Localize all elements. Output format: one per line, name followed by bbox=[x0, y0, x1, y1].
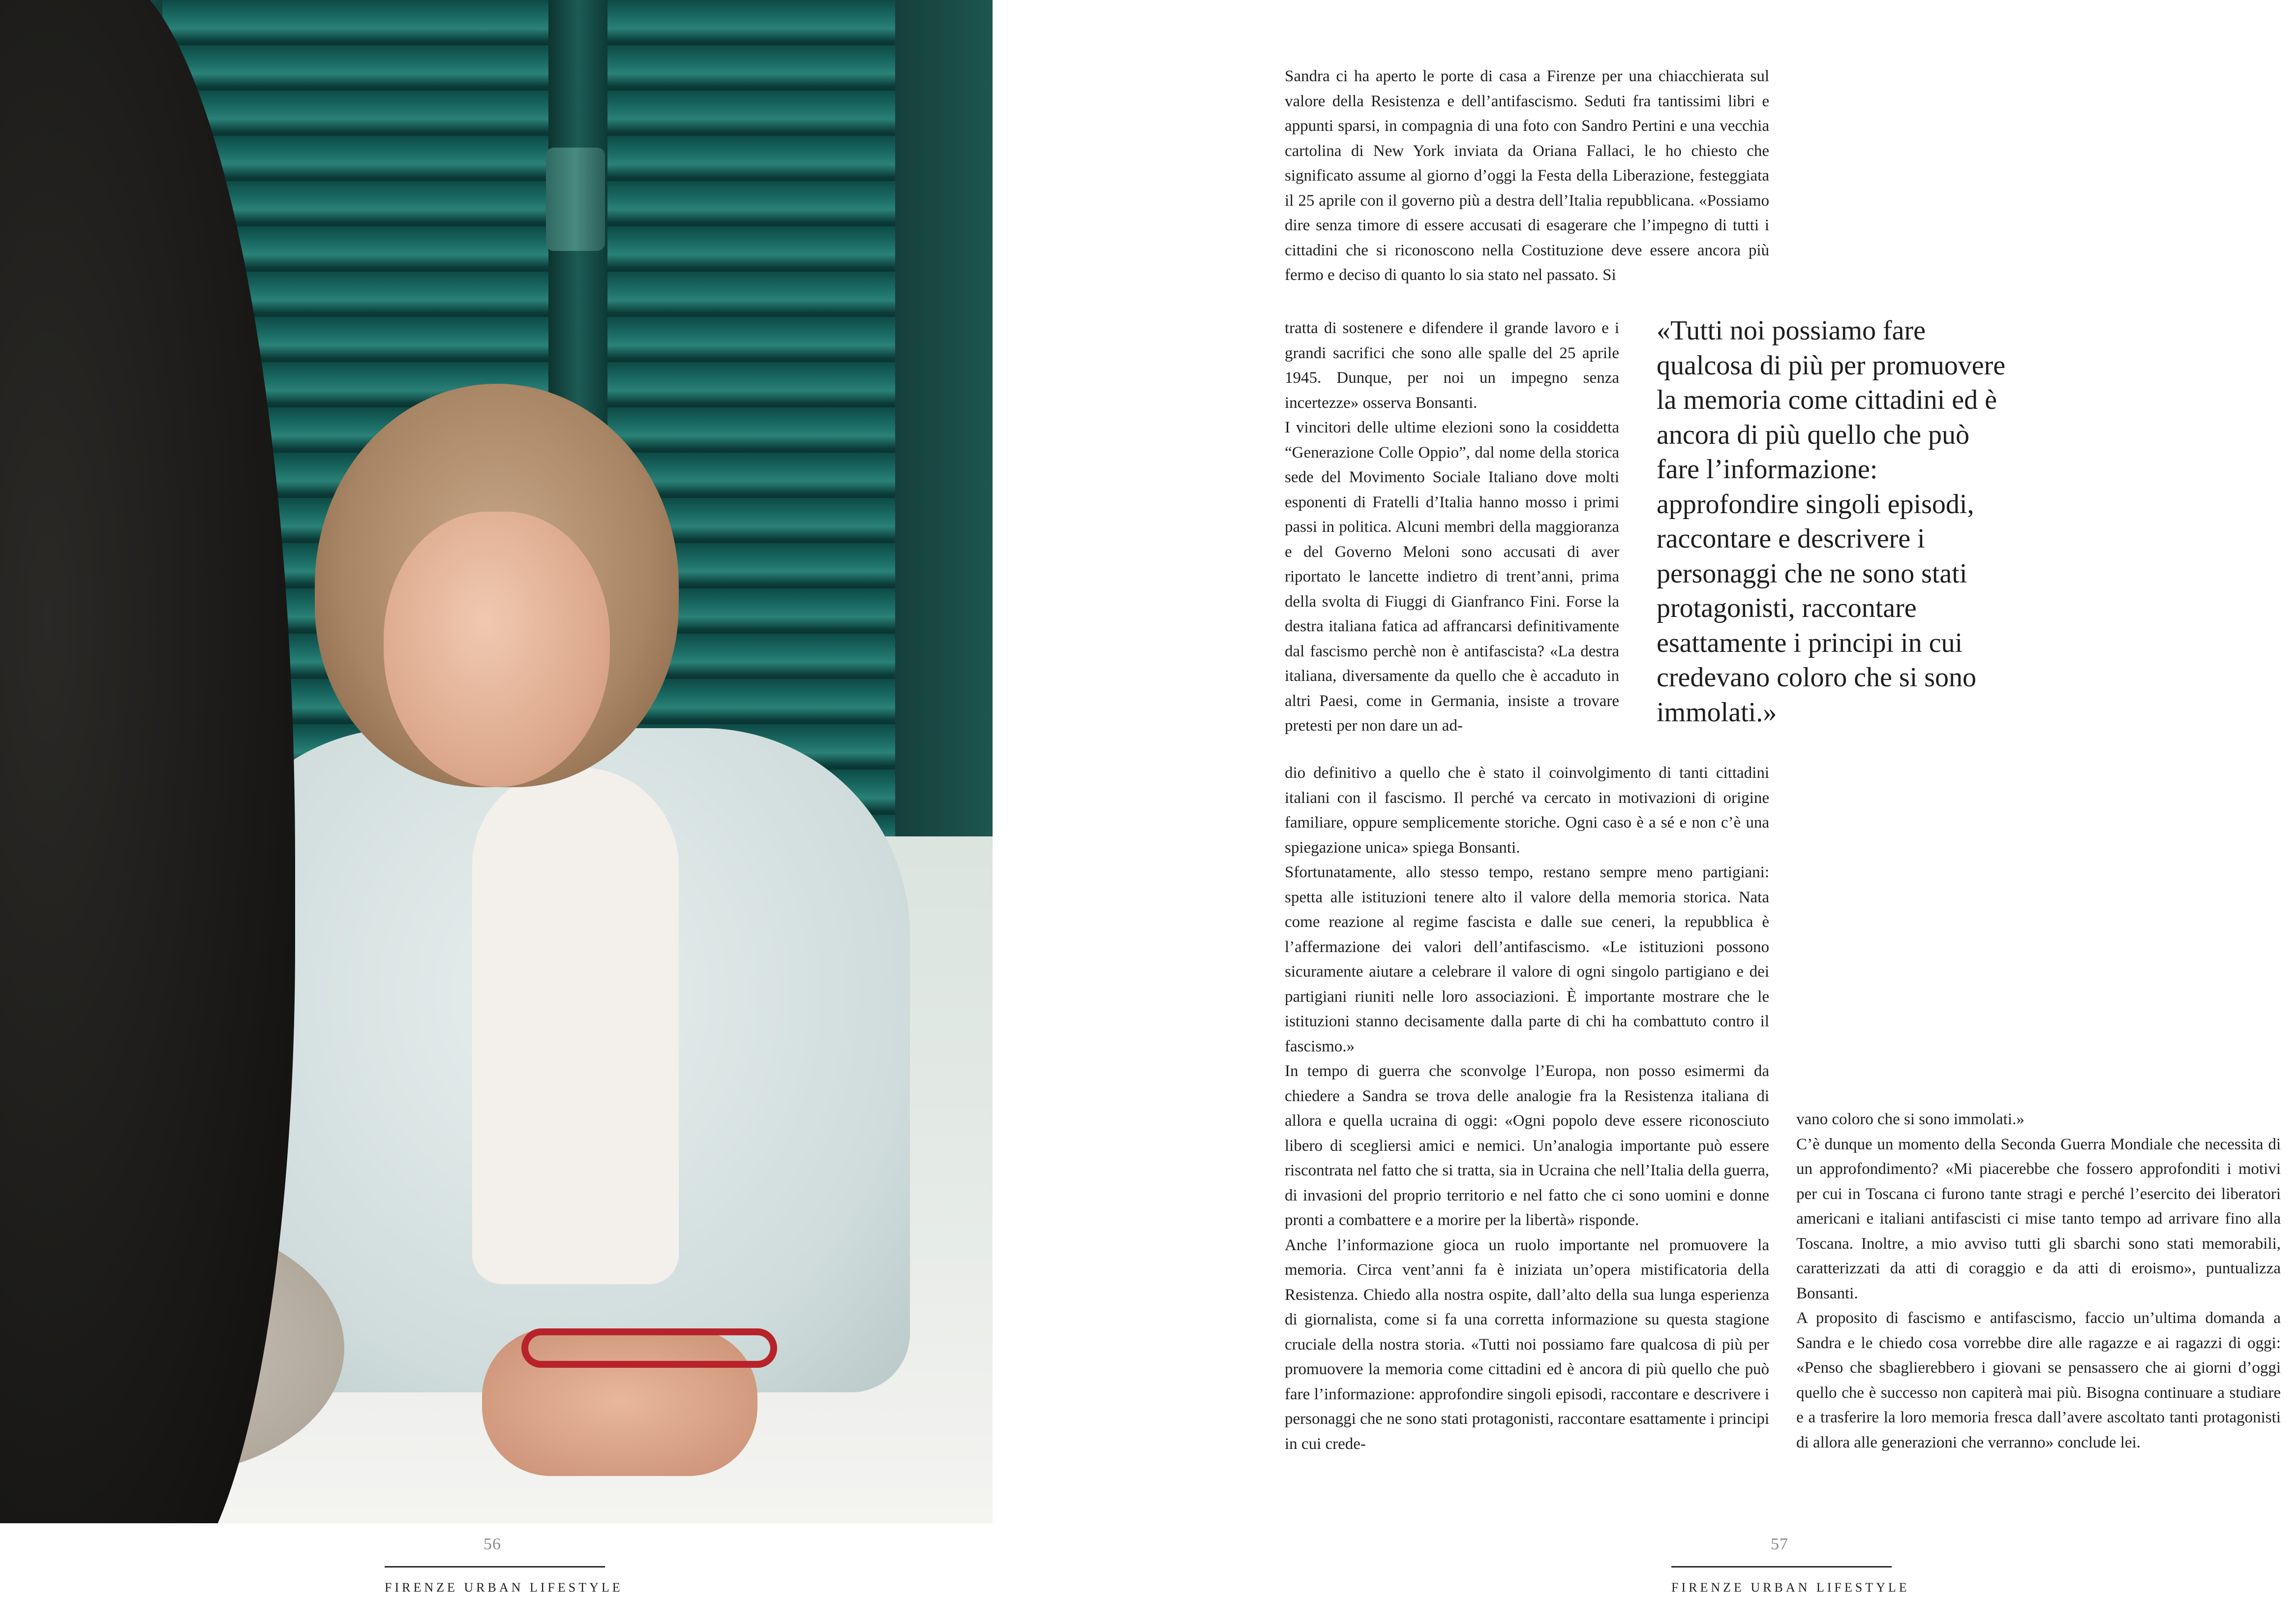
paragraph: vano coloro che si sono immolati.» bbox=[1796, 1110, 2024, 1128]
paragraph: Sfortunatamente, allo stesso tempo, restano sempre meno partigiani: spetta alle istituzioni tenere alto il valore della memoria storica. Nata come reazione al regime fascista e dalle sue ceneri, la repubblica è l’affermazione dei valori dell’antifascismo. «Le istituzioni possono sicuramente aiutare a celebrare il valore di ogni singolo partigiano e dei partigiani riuniti nelle loro associazioni. È importante mostrare che le istituzioni stanno decisamente dalla parte di chi ha combattuto contro il fascismo.» bbox=[1285, 863, 1769, 1055]
footer-brand-left: FIRENZE URBAN LIFESTYLE bbox=[385, 1580, 623, 1595]
footer-brand-right: FIRENZE URBAN LIFESTYLE bbox=[1671, 1580, 1910, 1595]
footer-rule-left bbox=[385, 1566, 605, 1568]
article-column-2 bbox=[1796, 1107, 2281, 1455]
smiling-face bbox=[384, 512, 610, 787]
pull-quote: «Tutti noi possiamo fare qualcosa di più per promuovere la memoria come cittadini ed è ancora di più quello che può fare l’informazione: approfondire singoli episodi, raccontare e descrivere i personaggi che ne sono stati protagonisti, raccontare esattamente i principi in cui credevano coloro che si sono immolati.» bbox=[1657, 315, 2006, 728]
paragraph: tratta di sostenere e difendere il grande lavoro e i grandi sacrifici che sono alle spalle del 25 aprile 1945. Dunque, per noi un impegno senza incertezze» osserva Bonsanti. bbox=[1285, 319, 1619, 412]
page-number-right: 57 bbox=[1771, 1535, 1788, 1553]
red-glasses bbox=[521, 1328, 777, 1368]
article-column-1-top bbox=[1285, 64, 1769, 288]
paragraph: Sandra ci ha aperto le porte di casa a Firenze per una chiacchierata sul valore della Resistenza e dell’antifascismo. Seduti fra tantissimi libri e appunti sparsi, in compagnia di una foto con Sandro Pertini e una vecchia cartolina di New York inviata da Oriana Fallaci, le ho chiesto che significato assume al giorno d’oggi la Festa della Liberazione, festeggiata il 25 aprile con il governo più a destra dell’Italia repubblicana. «Possiamo dire senza timore di essere accusati di esagerare che l’impegno di tutti i cittadini che si riconoscono nella Costituzione deve essere ancora più fermo e deciso di quanto lo sia stato nel passato. Si bbox=[1285, 67, 1769, 284]
paragraph: dio definitivo a quello che è stato il coinvolgimento di tanti cittadini italiani con il fascismo. Il perché va cercato in motivazioni di origine familiare, oppure semplicemente storiche. Ogni caso è a sé e non c’è una spiegazione unica» spiega Bonsanti. bbox=[1285, 764, 1769, 857]
portrait-photo bbox=[0, 0, 993, 1523]
paragraph: C’è dunque un momento della Seconda Guerra Mondiale che necessita di un approfondimento? «Mi piacerebbe che fossero approfonditi i motivi per cui in Toscana ci furono tante stragi e perché l’esercito dei liberatori americani e italiani antifascisti ci mise tanto tempo ad arrivare fino alla Toscana. Inoltre, a mio avviso tutti gli sbarchi sono stati memorabili, caratterizzati da atti di coraggio e da atti di eroismo», puntualizza Bonsanti. bbox=[1796, 1135, 2281, 1302]
page-number-left: 56 bbox=[483, 1535, 501, 1553]
paragraph: Anche l’informazione gioca un ruolo importante nel promuovere la memoria. Circa vent’anni fa è iniziata un’opera mistificatoria della Resistenza. Chiedo alla nostra ospite, dall’alto della sua lunga esperienza di giornalista, come si fa una corretta informazione su questa stagione cruciale della nostra storia. «Tutti noi possiamo fare qualcosa di più per promuovere la memoria come cittadini ed è ancora di più quello che può fare l’informazione: approfondire singoli episodi, raccontare e descrivere i personaggi che ne sono stati protagonisti, raccontare esattamente i principi in cui crede- bbox=[1285, 1236, 1769, 1453]
footer-rule-right bbox=[1671, 1566, 1892, 1568]
shutter-hinge bbox=[546, 148, 605, 251]
paragraph: In tempo di guerra che sconvolge l’Europa, non posso esimermi da chiedere a Sandra se trova delle analogie fra la Resistenza italiana di allora e quella ucraina di oggi: «Ogni popolo deve essere riconosciuto libero di scegliersi amici e nemici. Un’analogia importante può essere riscontrata nel fatto che si tratta, sia in Ucraina che nell’Italia della guerra, di invasioni del proprio territorio e nel fatto che ci sono uomini e donne pronti a combattere e a morire per la libertà» risponde. bbox=[1285, 1062, 1769, 1229]
article-column-1-narrow bbox=[1285, 316, 1619, 738]
paragraph: I vincitori delle ultime elezioni sono la cosiddetta “Generazione Colle Oppio”, dal nome della storica sede del Movimento Sociale Italiano dove molti esponenti di Fratelli d’Italia hanno mosso i primi passi in politica. Alcuni membri della maggioranza e del Governo Meloni sono accusati di aver riportato le lancette indietro di trent’anni, prima della svolta di Fiuggi di Gianfranco Fini. Forse la destra italiana fatica ad affrancarsi definitivamente dal fascismo perchè non è antifascista? «La destra italiana, diversamente da quello che è accaduto in altri Paesi, come in Germania, insiste a trovare pretesti per non dare un ad- bbox=[1285, 419, 1619, 735]
white-shirt bbox=[472, 768, 679, 1284]
article-column-1-bottom bbox=[1285, 761, 1769, 1456]
paragraph: A proposito di fascismo e antifascismo, faccio un’ultima domanda a Sandra e le chiedo cosa vorrebbe dire alle ragazze e ai ragazzi di oggi: «Penso che sbaglierebbero i giovani se pensassero che ai giorni d’oggi quello che è successo non capiterà mai più. Bisogna continuare a studiare e a trasferire la loro memoria fresca dall’avere ascoltato tanti protagonisti di allora alle generazioni che verranno» conclude lei. bbox=[1796, 1309, 2281, 1451]
